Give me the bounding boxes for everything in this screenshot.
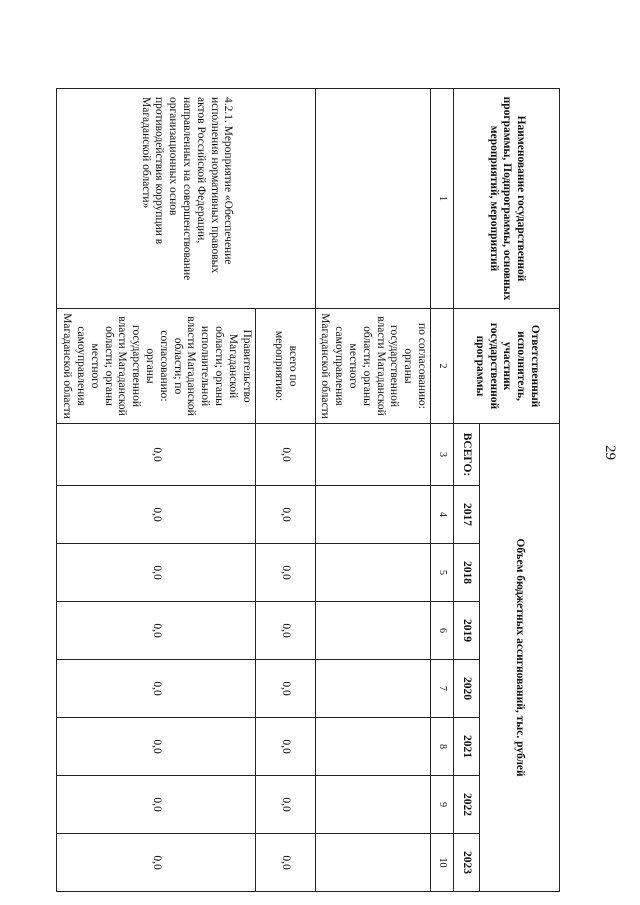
value-cell: 0,0: [57, 602, 255, 660]
header-row: [480, 89, 560, 892]
page-number: 29: [602, 445, 618, 460]
value-cell: 0,0: [255, 486, 315, 544]
responsible-cell: всего по мероприятию:: [255, 309, 315, 424]
budget-table: [56, 88, 560, 892]
value-cell: 0,0: [57, 424, 255, 486]
value-cell: [315, 486, 430, 544]
header-budget-group: Объем бюджетных ассигнований, тыс. рублей: [480, 424, 560, 892]
column-number: 8: [431, 718, 454, 776]
value-cell: [315, 424, 430, 486]
value-cell: [315, 834, 430, 892]
column-number: 9: [431, 776, 454, 834]
value-cell: 0,0: [57, 718, 255, 776]
name-cell-empty: [315, 89, 430, 309]
value-cell: 0,0: [57, 834, 255, 892]
value-cell: 0,0: [255, 660, 315, 718]
value-cell: 0,0: [57, 544, 255, 602]
value-cell: [315, 776, 430, 834]
value-cell: 0,0: [255, 776, 315, 834]
header-responsible-col: Ответственный исполнитель, участник государственной программы: [454, 309, 560, 424]
column-number: 4: [431, 486, 454, 544]
value-cell: [315, 718, 430, 776]
value-cell: 0,0: [255, 424, 315, 486]
measure-name: 4.2.1. Мероприятие «Обеспечение исполнения нормативных правовых актов Российской Федерации, направленных на совершенствование организационных основ противодействия коррупции в Магаданской области»: [57, 89, 315, 309]
value-cell: 0,0: [255, 602, 315, 660]
header-total: ВСЕГО:: [454, 424, 480, 486]
header-name-col: Наименование государственной программы, Подпрограммы, основных мероприятий, мероприятий: [454, 89, 560, 309]
column-number: 1: [431, 89, 454, 309]
header-year: 2018: [454, 544, 480, 602]
column-number: 3: [431, 424, 454, 486]
column-number: 6: [431, 602, 454, 660]
value-cell: 0,0: [255, 544, 315, 602]
value-cell: [315, 602, 430, 660]
header-year: 2017: [454, 486, 480, 544]
value-cell: 0,0: [255, 834, 315, 892]
column-number-row: [431, 89, 454, 892]
header-year: 2022: [454, 776, 480, 834]
table-row: [255, 89, 315, 892]
value-cell: 0,0: [57, 776, 255, 834]
value-cell: 0,0: [255, 718, 315, 776]
header-year: 2021: [454, 718, 480, 776]
value-cell: [315, 660, 430, 718]
column-number: 5: [431, 544, 454, 602]
responsible-cell: Правительство Магаданской области; органы исполнительной власти Магаданской области; по согласованию: органы государственной власти Магаданской области; органы местного самоуправления Магаданской области: [57, 309, 255, 424]
column-number: 7: [431, 660, 454, 718]
responsible-cell: по согласованию: органы государственной власти Магаданской области; органы местного самоуправления Магаданской области: [315, 309, 430, 424]
column-number: 2: [431, 309, 454, 424]
header-year: 2019: [454, 602, 480, 660]
value-cell: [315, 544, 430, 602]
header-year: 2023: [454, 834, 480, 892]
header-year: 2020: [454, 660, 480, 718]
column-number: 10: [431, 834, 454, 892]
value-cell: 0,0: [57, 660, 255, 718]
value-cell: 0,0: [57, 486, 255, 544]
table-row: [315, 89, 430, 892]
